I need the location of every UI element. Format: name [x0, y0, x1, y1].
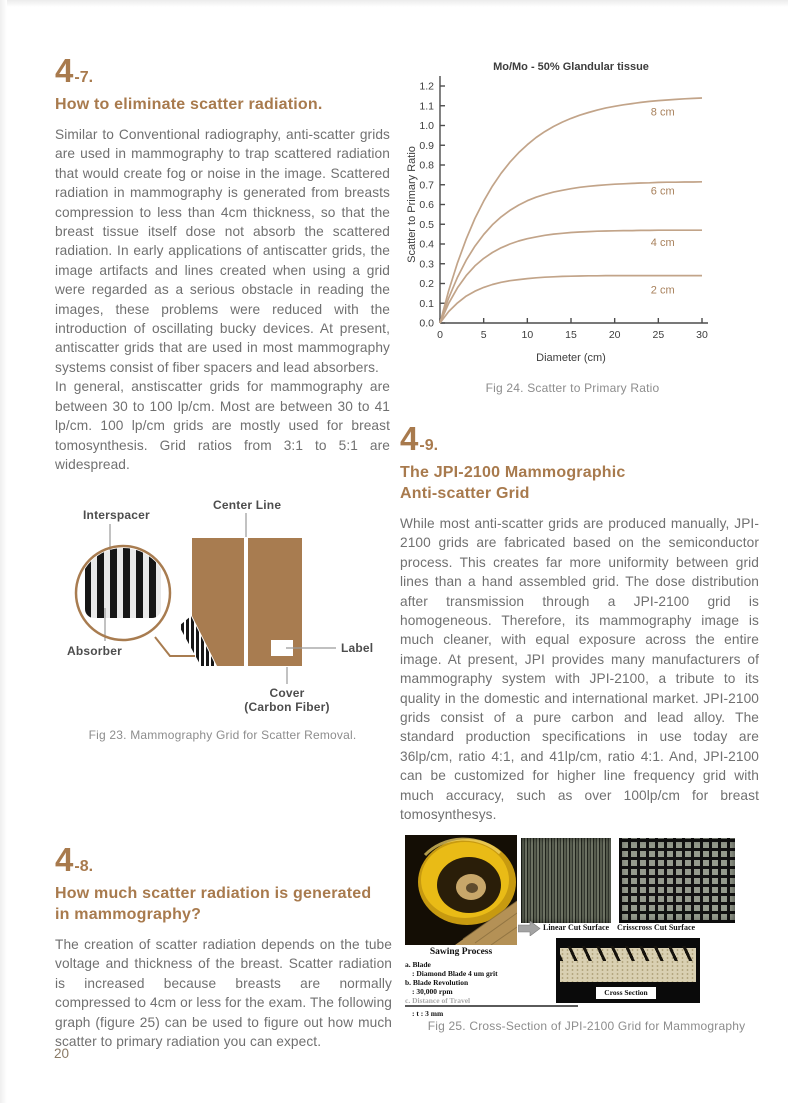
svg-text:Mo/Mo - 50% Glandular tissue: Mo/Mo - 50% Glandular tissue	[493, 61, 649, 73]
sawing-process-notes	[405, 947, 535, 1018]
svg-text:0.5: 0.5	[419, 218, 434, 231]
linear-cut-surface-label: Linear Cut Surface	[543, 923, 610, 932]
svg-text:0.3: 0.3	[419, 258, 434, 271]
section-number-sub: -9.	[419, 437, 439, 454]
mammography-grid-diagram	[55, 498, 390, 726]
sawing-note-line: : Diamond Blade 4 um grit	[412, 969, 498, 978]
figure-23-caption: Fig 23. Mammography Grid for Scatter Removal.	[88, 728, 357, 742]
svg-text:10: 10	[521, 329, 534, 341]
section-4-7-number	[55, 52, 390, 93]
scatter-to-primary-ratio-chart	[405, 58, 735, 370]
section-4-9-paragraph: While most anti-scatter grids are produced manually, JPI-2100 grids are fabricated based on the semiconductor process. This creates far more uniformity between grid lines than a hand assembled grid. The dose distribution after transmission through a JPI-2100 grid is homogeneous. Therefore, its mammography image is much cleaner, with equal exposure across the entire image. At present, JPI provides many manufacturers of mammography system with JPI-2100, a tribute to its quality in the domestic and international market. JPI-2100 grids consist of a pure carbon and lead alloy. The standard production specifications in use today are 36lp/cm, ratio 4:1, and 41lp/cm, ratio 4:1. And, JPI-2100 can be customized for higher line frequency grid with much accuracy, such as over 100lp/cm for breast tomosynthesys.	[400, 516, 759, 823]
svg-text:4 cm: 4 cm	[650, 236, 675, 249]
svg-text:0: 0	[437, 329, 443, 341]
sawing-note-line: a. Blade	[405, 960, 431, 969]
sawing-note-line: : 30,000 rpm	[412, 987, 453, 996]
section-4-9	[400, 420, 759, 825]
svg-text:15: 15	[565, 329, 577, 341]
sawing-note-line: c. Distance of Travel	[405, 996, 471, 1005]
section-4-7-title: How to eliminate scatter radiation.	[55, 96, 323, 113]
cross-section-photo	[556, 938, 700, 1003]
label-label: Label	[341, 641, 374, 655]
svg-text:Diameter (cm): Diameter (cm)	[536, 352, 606, 364]
svg-text:8 cm: 8 cm	[650, 106, 675, 119]
svg-text:5: 5	[480, 329, 487, 341]
svg-text:6 cm: 6 cm	[650, 185, 675, 198]
section-number-sub: -7.	[74, 69, 94, 86]
section-4-9-title-line2: Anti-scatter Grid	[400, 485, 530, 502]
svg-text:1.1: 1.1	[419, 100, 434, 113]
svg-text:0.8: 0.8	[419, 159, 434, 172]
svg-text:0.2: 0.2	[419, 278, 434, 290]
figure-25	[403, 833, 760, 1035]
section-4-7-paragraph-2: In general, anstiscatter grids for mammography are between 30 to 100 lp/cm. Most are between 30 to 41 lp/cm. 100 lp/cm grids are mostly used for breast tomosynthesis. Grid ratios from 3:1 to 5:1 are widespread.	[55, 379, 390, 472]
svg-text:0.0: 0.0	[419, 317, 434, 330]
svg-text:25: 25	[652, 329, 665, 341]
section-4-8-paragraph: The creation of scatter radiation depends on the tube voltage and thickness of the breast. Scatter radiation is increased because breasts are normally compressed to 4cm or less for the exam. The following graph (figure 25) can be used to figure out how much scatter to primary radiation you can expect.	[55, 937, 392, 1050]
section-4-8-number	[55, 841, 392, 882]
cross-section-label: Cross Section	[596, 987, 656, 999]
saw-blade-photo	[405, 835, 517, 945]
section-4-8-title-line1: How much scatter radiation is generated	[55, 885, 372, 902]
linear-cut-surface-photo	[521, 838, 611, 923]
divider-rule	[405, 1005, 578, 1007]
section-4-7-paragraph-1: Similar to Conventional radiography, anti-scatter grids are used in mammography to trap scattered radiation that would create fog or noise in the image. Scattered radiation in mammography is generated from breasts compression to less than 4cm thickness, so that the breast tissue itself dose not absorb the scattered radiation. In early applications of antiscatter grids, the image artifacts and lines created when using a grid were regarded as a serious obstacle in reading the images, these problems were reduced with the introduction of oscillating bucky devices. At present, antiscatter grids that are used in most mammography systems consist of fiber spacers and lead absorbers.	[55, 127, 390, 375]
section-number-big: 4	[55, 841, 75, 878]
page-edge-shadow-top	[0, 0, 788, 7]
section-4-9-number	[400, 420, 759, 461]
section-4-7	[55, 52, 390, 474]
cover-label: Cover	[269, 686, 305, 700]
section-4-8	[55, 841, 392, 1051]
svg-text:1.2: 1.2	[419, 80, 434, 93]
center-line-label: Center Line	[213, 498, 282, 512]
absorber-label: Absorber	[67, 644, 122, 658]
svg-text:0.4: 0.4	[419, 238, 434, 251]
svg-text:30: 30	[696, 329, 708, 341]
cover-sub-label: (Carbon Fiber)	[244, 700, 330, 714]
svg-text:20: 20	[608, 329, 621, 341]
figure-23-diagram	[55, 498, 390, 750]
svg-text:0.6: 0.6	[419, 199, 434, 211]
saw-blade-illustration	[405, 835, 517, 945]
section-4-8-title	[55, 883, 392, 925]
figure-25-caption: Fig 25. Cross-Section of JPI-2100 Grid for Mammography	[427, 1019, 746, 1033]
section-number-big: 4	[400, 420, 420, 457]
page-number: 20	[54, 1046, 70, 1061]
svg-text:0.7: 0.7	[419, 179, 434, 192]
crisscross-cut-surface-photo	[619, 838, 735, 923]
sawing-note-line: b. Blade Revolution	[405, 978, 469, 987]
svg-text:0.9: 0.9	[419, 139, 434, 152]
cross-section-lamellae	[560, 946, 696, 961]
sawing-note-line: : t : 3 mm	[412, 1009, 444, 1018]
svg-text:2 cm: 2 cm	[650, 284, 675, 297]
svg-text:0.1: 0.1	[419, 297, 434, 310]
interspacer-label: Interspacer	[83, 508, 150, 522]
section-4-9-title-line1: The JPI-2100 Mammographic	[400, 464, 626, 481]
sawing-process-title: Sawing Process	[429, 947, 493, 957]
svg-text:Scatter to Primary Ratio: Scatter to Primary Ratio	[406, 146, 418, 263]
section-4-8-title-line2: in mammography?	[55, 906, 202, 923]
svg-text:1.0: 1.0	[419, 120, 434, 132]
figure-24-caption: Fig 24. Scatter to Primary Ratio	[485, 381, 660, 395]
arrow-icon	[518, 921, 541, 936]
section-4-9-title	[400, 462, 759, 504]
section-number-big: 4	[55, 52, 75, 89]
figure-24-chart	[405, 58, 740, 395]
section-number-sub: -8.	[74, 858, 94, 875]
page-edge-shadow-left	[0, 0, 7, 1103]
crisscross-cut-surface-label: Crisscross Cut Surface	[617, 923, 696, 932]
